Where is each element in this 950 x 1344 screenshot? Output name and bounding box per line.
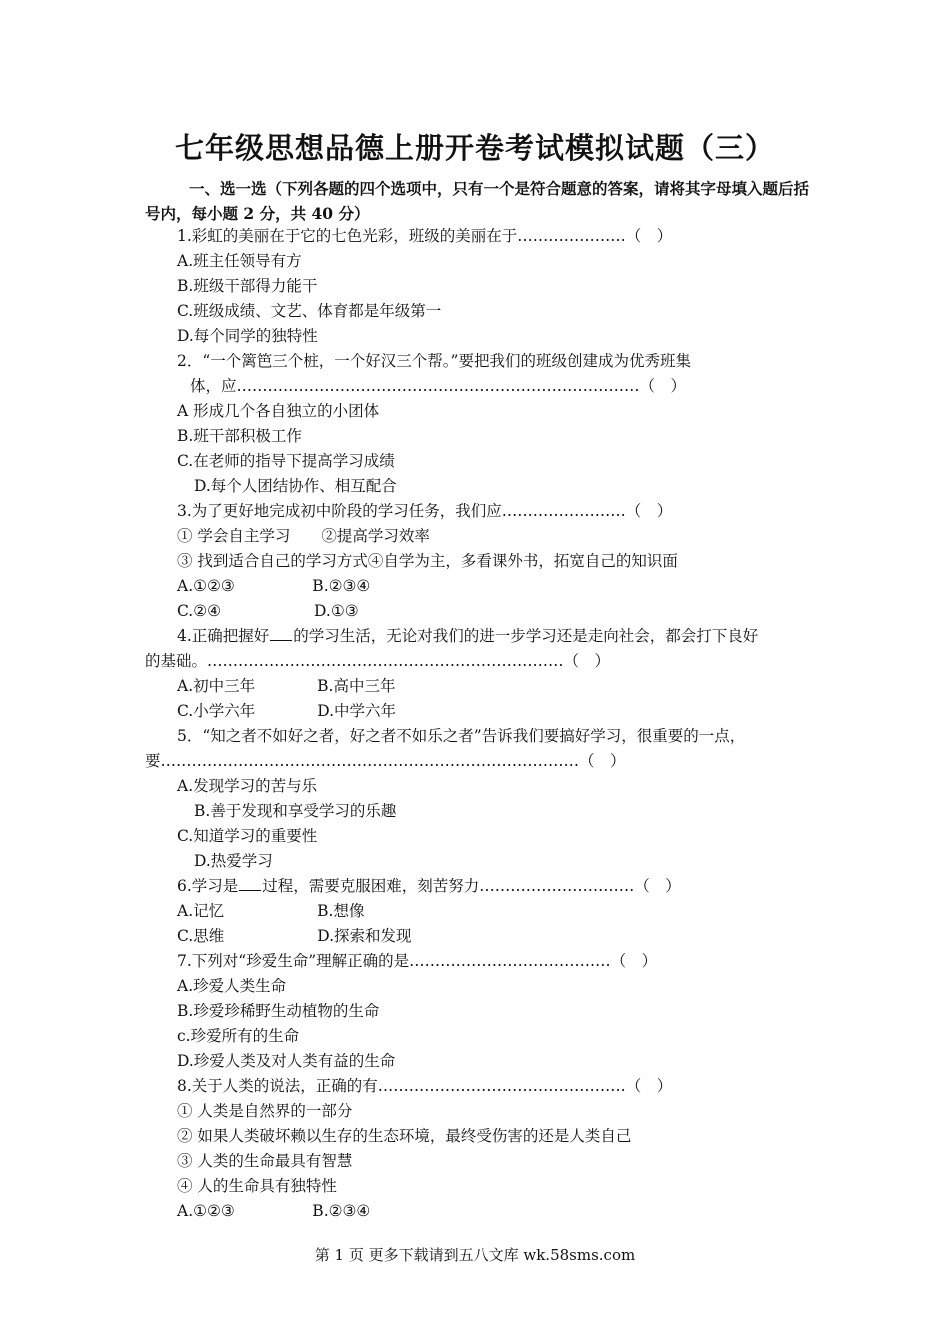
question-4-cont: 的基础。……………………………………………………………（ ）	[145, 652, 611, 670]
q5-option-c: C.知道学习的重要性	[177, 827, 318, 845]
question-2: 2．“一个篱笆三个桩，一个好汉三个帮。”要把我们的班级创建成为优秀班集	[177, 352, 691, 370]
q8-item-3: ③ 人类的生命最具有智慧	[177, 1152, 353, 1170]
q2-option-c: C.在老师的指导下提高学习成绩	[177, 452, 395, 470]
q8-item-1: ① 人类是自然界的一部分	[177, 1102, 353, 1120]
q8-item-2: ② 如果人类破坏赖以生存的生态环境，最终受伤害的还是人类自己	[177, 1127, 632, 1145]
q5-option-a: A.发现学习的苦与乐	[177, 777, 318, 795]
q1-option-d: D.每个同学的独特性	[177, 327, 318, 345]
q8-options-ab: A.①②③ B.②③④	[177, 1202, 371, 1220]
question-4: 4.正确把握好 的学习生活，无论对我们的进一步学习还是走向社会，都会打下良好	[177, 627, 759, 645]
question-2-cont: 体，应……………………………………………………………………（ ）	[190, 377, 687, 395]
question-5-cont: 要………………………………………………………………………（ ）	[145, 752, 626, 770]
q6-options-cd: C.思维 D.探索和发现	[177, 927, 412, 945]
q3-options-ab: A.①②③ B.②③④	[177, 577, 371, 595]
q7-option-b: B.珍爱珍稀野生动植物的生命	[177, 1002, 380, 1020]
q3-item-3-4: ③ 找到适合自己的学习方式④自学为主，多看课外书，拓宽自己的知识面	[177, 552, 678, 570]
q8-item-4: ④ 人的生命具有独特性	[177, 1177, 337, 1195]
q4-options-cd: C.小学六年 D.中学六年	[177, 702, 397, 720]
q2-option-a: A 形成几个各自独立的小团体	[177, 402, 380, 420]
question-8: 8.关于人类的说法，正确的有…………………………………………（ ）	[177, 1077, 673, 1095]
q6-options-ab: A.记忆 B.想像	[177, 902, 365, 920]
page-title: 七年级思想品德上册开卷考试模拟试题（三）	[174, 131, 775, 165]
answer-blank	[239, 876, 261, 891]
q4-options-ab: A.初中三年 B.高中三年	[177, 677, 396, 695]
q7-option-a: A.珍爱人类生命	[177, 977, 287, 995]
q7-option-d: D.珍爱人类及对人类有益的生命	[177, 1052, 396, 1070]
section-heading: 一、选一选（下列各题的四个选项中，只有一个是符合题意的答案，请将其字母填入题后括号内，每小题 2 分，共 40 分）	[145, 179, 810, 223]
q3-options-cd: C.②④ D.①③	[177, 602, 359, 620]
q2-option-b: B.班干部积极工作	[177, 427, 302, 445]
answer-blank	[270, 626, 292, 641]
q1-option-b: B.班级干部得力能干	[177, 277, 318, 295]
q1-option-a: A.班主任领导有方	[177, 252, 302, 270]
q5-option-d: D.热爱学习	[194, 852, 273, 870]
q5-option-b: B.善于发现和享受学习的乐趣	[194, 802, 397, 820]
question-3: 3.为了更好地完成初中阶段的学习任务，我们应……………………（ ）	[177, 502, 673, 520]
q3-item-1-2: ① 学会自主学习 ②提高学习效率	[177, 527, 430, 545]
q1-option-c: C.班级成绩、文艺、体育都是年级第一	[177, 302, 442, 320]
question-7: 7.下列对“珍爱生命”理解正确的是…………………………………（ ）	[177, 952, 658, 970]
question-6: 6.学习是 过程，需要克服困难，刻苦努力…………………………（ ）	[177, 877, 681, 895]
q2-option-d: D.每个人团结协作、相互配合	[194, 477, 397, 495]
q7-option-c: c.珍爱所有的生命	[177, 1027, 300, 1045]
question-1: 1.彩虹的美丽在于它的七色光彩，班级的美丽在于…………………（ ）	[177, 227, 673, 245]
page-footer: 第 1 页 更多下载请到五八文库 wk.58sms.com	[314, 1246, 636, 1264]
question-5: 5．“知之者不如好之者，好之者不如乐之者”告诉我们要搞好学习，很重要的一点，	[177, 727, 746, 745]
